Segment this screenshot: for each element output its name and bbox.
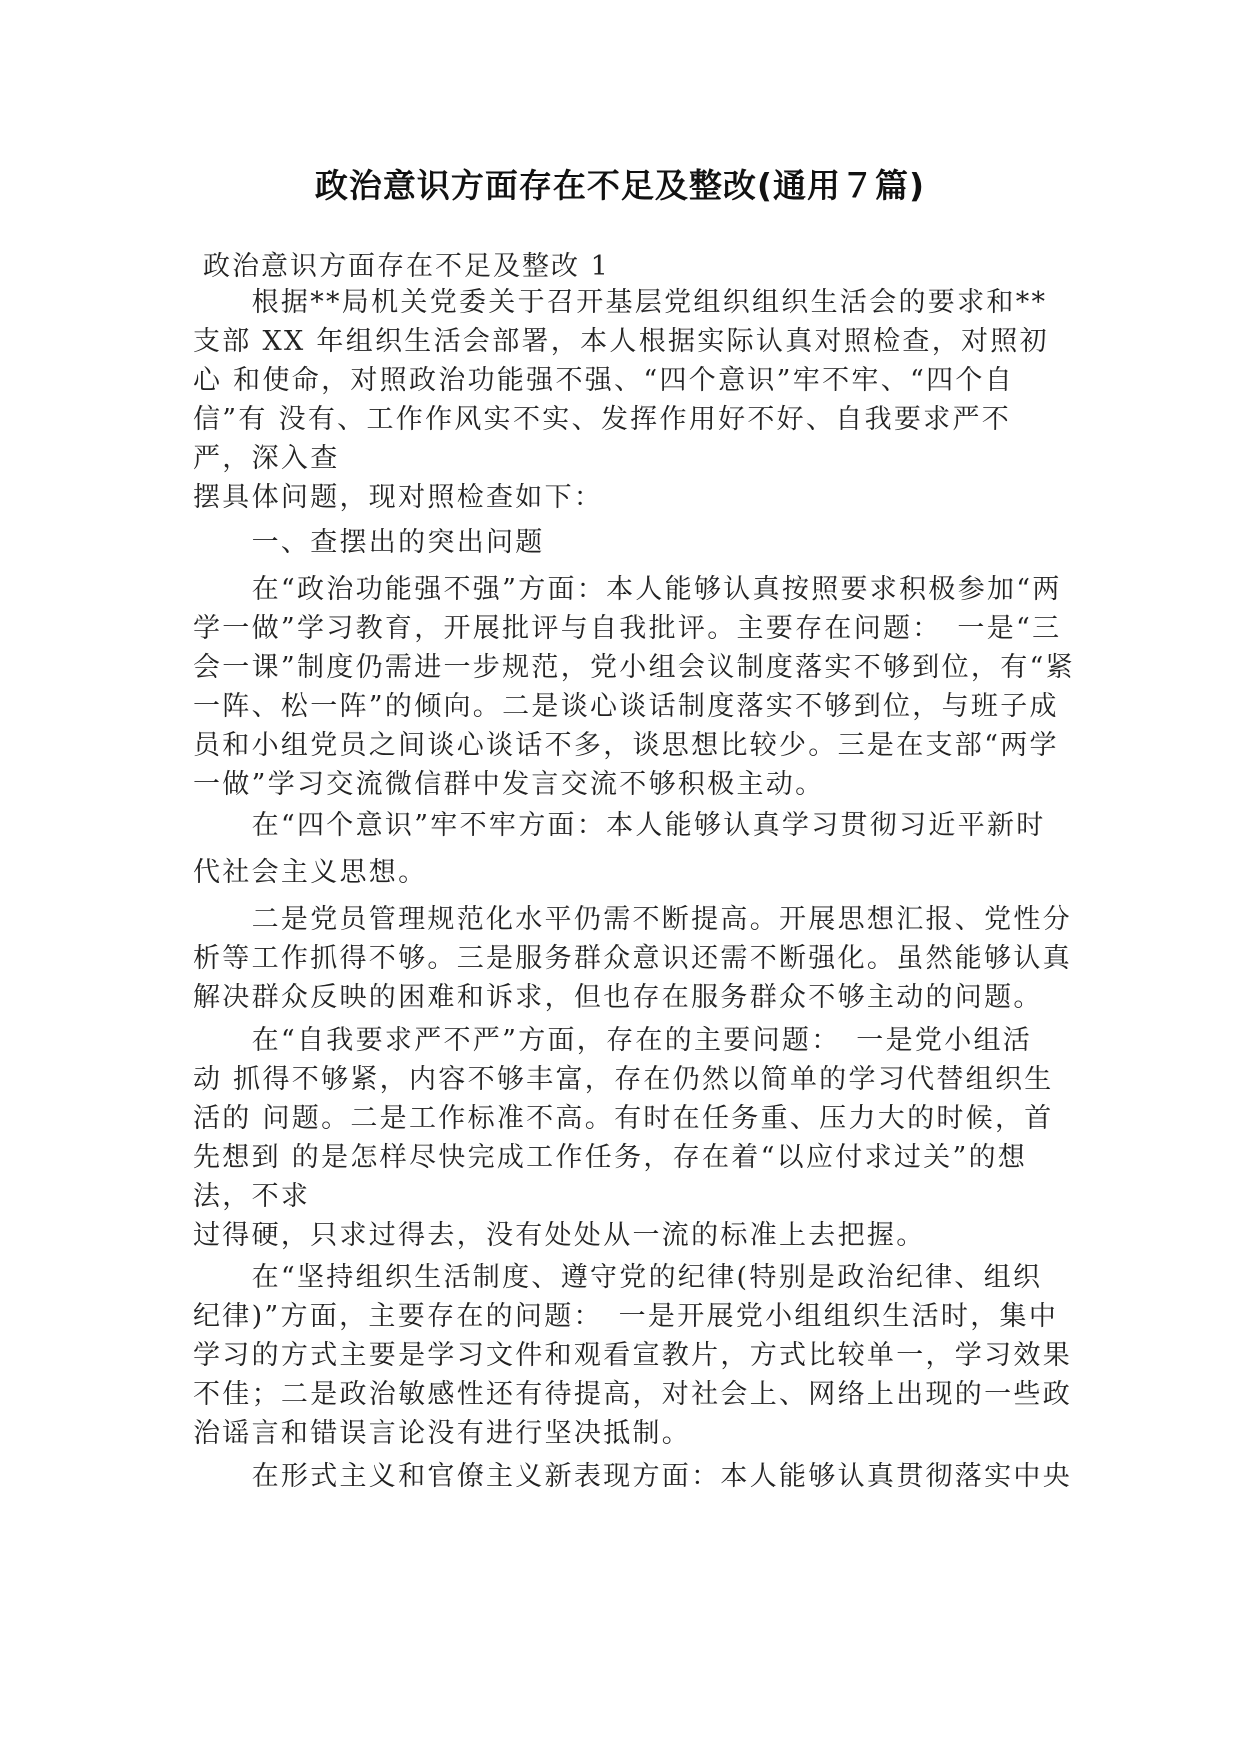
paragraph-discipline	[193, 1258, 1072, 1453]
text-line: 学习的方式主要是学习文件和观看宣教片，方式比较单一，学习效果	[193, 1340, 1072, 1371]
text-line: 动 抓得不够紧，内容不够丰富，存在仍然以简单的学习代替组织生	[193, 1064, 1054, 1095]
text-line: 在“政治功能强不强”方面：本人能够认真按照要求积极参加“两	[193, 574, 1062, 605]
paragraph-intro	[193, 283, 1049, 517]
text-line: 解决群众反映的困难和诉求，但也存在服务群众不够主动的问题。	[193, 982, 1043, 1013]
text-line: 在“自我要求严不严”方面，存在的主要问题： 一是党小组活	[193, 1025, 1033, 1056]
text-line: 心 和使命，对照政治功能强不强、“四个意识”牢不牢、“四个自	[193, 365, 1014, 396]
text-line: 活的 问题。二是工作标准不高。有时在任务重、压力大的时候，首	[193, 1103, 1054, 1134]
text-line: 法，不求	[193, 1181, 311, 1212]
text-line: 治谣言和错误言论没有进行坚决抵制。	[193, 1418, 692, 1449]
text-line: 在“坚持组织生活制度、遵守党的纪律(特别是政治纪律、组织	[193, 1262, 1043, 1293]
text-line: 一、查摆出的突出问题	[193, 527, 545, 558]
text-line: 纪律)”方面，主要存在的问题： 一是开展党小组组织生活时，集中	[193, 1301, 1059, 1332]
paragraph-four-consciousness	[193, 806, 1046, 892]
text-line: 一阵、松一阵”的倾向。二是谈心谈话制度落实不够到位，与班子成	[193, 691, 1059, 722]
paragraph-formalism	[193, 1457, 1072, 1496]
text-line: 过得硬，只求过得去，没有处处从一流的标准上去把握。	[193, 1220, 926, 1251]
text-line: 会一课”制度仍需进一步规范，党小组会议制度落实不够到位，有“紧	[193, 652, 1075, 683]
text-line: 支部 XX 年组织生活会部署，本人根据实际认真对照检查，对照初	[193, 326, 1049, 357]
text-line: 在形式主义和官僚主义新表现方面：本人能够认真贯彻落实中央	[193, 1461, 1072, 1492]
text-line: 员和小组党员之间谈心谈话不多，谈思想比较少。三是在支部“两学	[193, 730, 1059, 761]
text-line: 先想到 的是怎样尽快完成工作任务，存在着“以应付求过关”的想	[193, 1142, 1028, 1173]
paragraph-self-requirement	[193, 1021, 1054, 1255]
paragraph-member-management	[193, 900, 1072, 1017]
text-line: 学一做”学习教育，开展批评与自我批评。主要存在问题： 一是“三	[193, 613, 1062, 644]
paragraph-heading-1	[193, 523, 545, 562]
text-line: 不佳；二是政治敏感性还有待提高，对社会上、网络上出现的一些政	[193, 1379, 1072, 1410]
text-line: 信”有 没有、工作作风实不实、发挥作用好不好、自我要求严不	[193, 404, 1012, 435]
text-line: 一做”学习交流微信群中发言交流不够积极主动。	[193, 769, 825, 800]
text-line: 二是党员管理规范化水平仍需不断提高。开展思想汇报、党性分	[193, 904, 1072, 935]
text-line: 严，深入查	[193, 443, 340, 474]
text-line: 摆具体问题，现对照检查如下：	[193, 482, 604, 513]
document-title: 政治意识方面存在不足及整改(通用７篇)	[314, 166, 926, 205]
text-line: 在“四个意识”牢不牢方面：本人能够认真学习贯彻习近平新时	[193, 810, 1046, 841]
text-line: 代社会主义思想。	[193, 857, 428, 888]
text-line: 析等工作抓得不够。三是服务群众意识还需不断强化。虽然能够认真	[193, 943, 1072, 974]
paragraph-political-function	[193, 570, 1075, 804]
section-heading: 政治意识方面存在不足及整改 1	[203, 251, 610, 282]
text-line: 根据**局机关党委关于召开基层党组织组织生活会的要求和**	[193, 287, 1048, 318]
